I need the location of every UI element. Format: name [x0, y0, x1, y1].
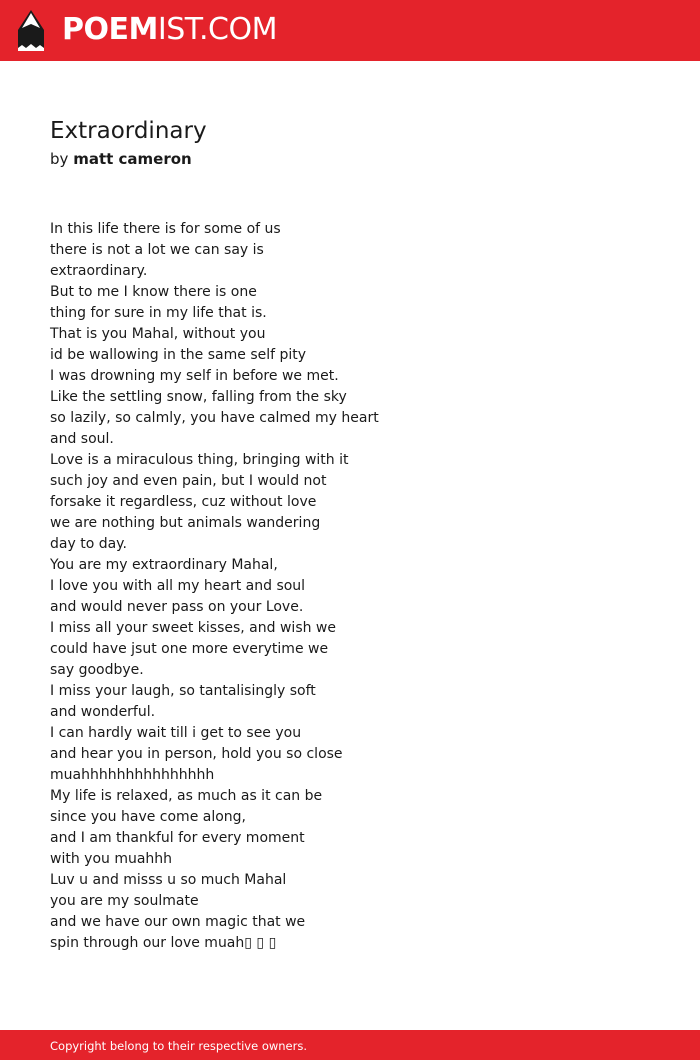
poem-line: and soul.	[50, 431, 114, 447]
poem-line: I was drowning my self in before we met.	[50, 368, 339, 384]
poem-byline	[50, 148, 192, 170]
poem-line: thing for sure in my life that is.	[50, 305, 267, 321]
poem-line: I miss all your sweet kisses, and wish we	[50, 620, 336, 636]
poem-line: and would never pass on your Love.	[50, 599, 304, 615]
by-label: by	[50, 150, 69, 168]
poem-line: Like the settling snow, falling from the sky	[50, 389, 347, 405]
poem-line: I love you with all my heart and soul	[50, 578, 306, 594]
poem-line: and hear you in person, hold you so close	[50, 746, 343, 762]
poem-line: say goodbye.	[50, 662, 144, 678]
logo-text-light: IST.COM	[157, 12, 277, 47]
poem-line: I miss your laugh, so tantalisingly soft	[50, 683, 316, 699]
poem-line: since you have come along,	[50, 809, 246, 825]
poem-line: But to me I know there is one	[50, 284, 257, 300]
poem-line: forsake it regardless, cuz without love	[50, 494, 317, 510]
poem-line: My life is relaxed, as much as it can be	[50, 788, 323, 804]
pencil-logo-icon[interactable]	[18, 10, 44, 51]
logo-text-bold: POEM	[62, 12, 158, 47]
poem-author: matt cameron	[73, 150, 192, 168]
poem-line: there is not a lot we can say is	[50, 242, 264, 258]
poem-line: and I am thankful for every moment	[50, 830, 305, 846]
poem-line: such joy and even pain, but I would not	[50, 473, 327, 489]
poem-line: You are my extraordinary Mahal,	[50, 557, 278, 573]
site-footer	[0, 1030, 700, 1060]
poem-line: Love is a miraculous thing, bringing with it	[50, 452, 349, 468]
poem-line: id be wallowing in the same self pity	[50, 347, 307, 363]
poem-line: In this life there is for some of us	[50, 221, 281, 237]
site-header	[0, 0, 700, 61]
poem-line: day to day.	[50, 536, 127, 552]
poem-line: and we have our own magic that we	[50, 914, 306, 930]
copyright-text: Copyright belong to their respective owners.	[50, 1039, 308, 1053]
site-logo[interactable]	[62, 12, 277, 48]
poem-line: could have jsut one more everytime we	[50, 641, 329, 657]
poem-line: extraordinary.	[50, 263, 148, 279]
poem-line: so lazily, so calmly, you have calmed my heart	[50, 410, 379, 426]
poem-line: spin through our love muah▯ ▯ ▯	[50, 935, 277, 951]
poem-line: muahhhhhhhhhhhhhhh	[50, 767, 215, 783]
poem-line: you are my soulmate	[50, 893, 199, 909]
poem-line: Luv u and misss u so much Mahal	[50, 872, 287, 888]
poem-body	[50, 219, 650, 954]
poem-line: That is you Mahal, without you	[50, 326, 266, 342]
poem-line: and wonderful.	[50, 704, 156, 720]
poem-line: I can hardly wait till i get to see you	[50, 725, 302, 741]
poem-line: we are nothing but animals wandering	[50, 515, 321, 531]
poem-title: Extraordinary	[50, 118, 207, 144]
poem-line: with you muahhh	[50, 851, 173, 867]
